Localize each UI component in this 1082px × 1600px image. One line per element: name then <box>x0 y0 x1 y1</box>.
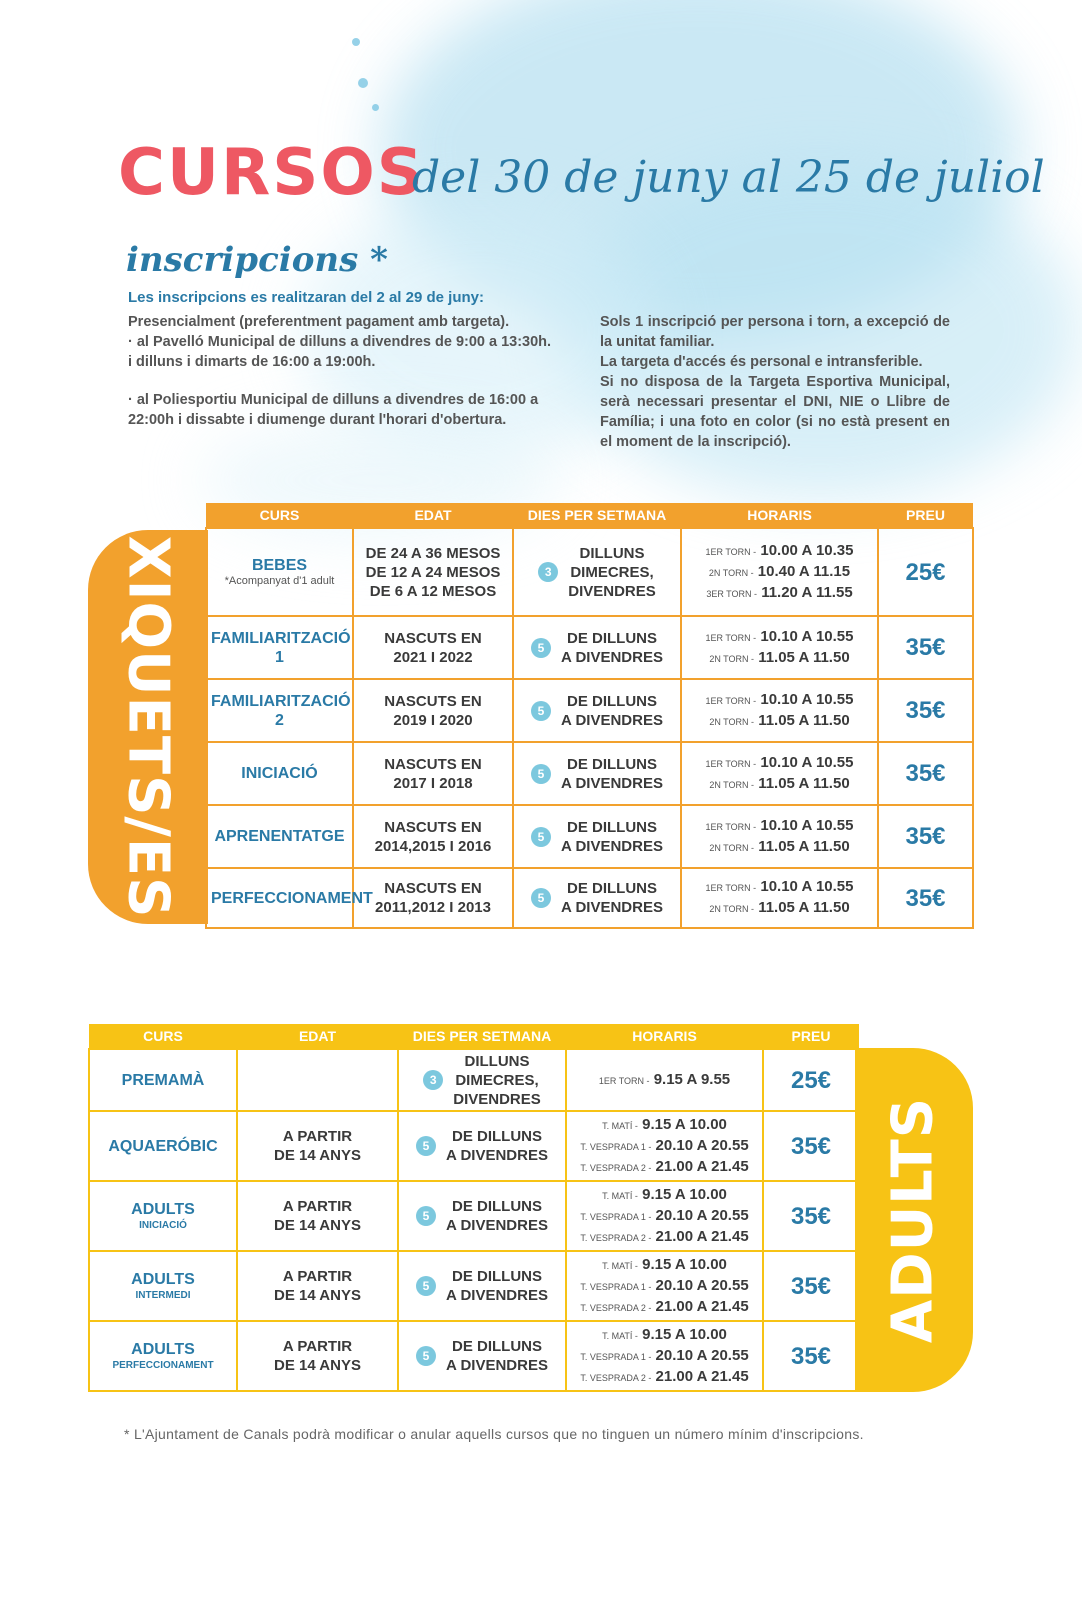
column-header: PREU <box>763 1024 859 1049</box>
days-cell <box>398 1321 566 1391</box>
shift-time: 10.10 A 10.55 <box>760 627 854 645</box>
days-count-badge: 3 <box>538 562 558 582</box>
schedule-line <box>686 877 873 898</box>
shift-time: 21.00 A 21.45 <box>655 1367 749 1385</box>
column-header: CURS <box>89 1024 237 1049</box>
schedule-cell <box>566 1321 763 1391</box>
shift-label: T. MATÍ - <box>602 1190 638 1201</box>
price-cell: 25€ <box>878 528 973 616</box>
days-group <box>403 1337 561 1375</box>
inscripcions-locations <box>128 312 558 430</box>
paint-splash <box>358 78 368 88</box>
info-line: · al Pavelló Municipal de dilluns a divendres de 9:00 a 13:30h. <box>128 334 552 350</box>
shift-label: 2N TORN - <box>709 653 755 664</box>
days-text <box>446 1267 548 1305</box>
price-cell: 35€ <box>878 868 973 928</box>
age-line: DE 14 ANYS <box>274 1287 361 1304</box>
course-name-cell <box>206 742 353 805</box>
shift-label: 1ER TORN - <box>705 632 757 643</box>
column-header: CURS <box>206 503 353 528</box>
shift-label: 2N TORN - <box>709 779 755 790</box>
shift-time: 10.10 A 10.55 <box>760 816 854 834</box>
shift-label: 1ER TORN - <box>598 1075 650 1086</box>
days-cell <box>513 616 681 679</box>
course-name-cell <box>89 1251 237 1321</box>
age-line: 2011,2012 I 2013 <box>375 899 491 916</box>
shift-label: T. VESPRADA 2 - <box>580 1302 652 1313</box>
course-name-cell <box>89 1181 237 1251</box>
shift-label: 1ER TORN - <box>705 695 757 706</box>
schedule-line <box>571 1227 758 1248</box>
course-name-cell <box>206 679 353 742</box>
shift-time: 10.10 A 10.55 <box>760 753 854 771</box>
days-line: A DIVENDRES <box>561 774 663 792</box>
schedule-cell <box>681 805 878 868</box>
days-text <box>446 1197 548 1235</box>
shift-label: T. VESPRADA 1 - <box>580 1281 652 1292</box>
age-line: 2019 I 2020 <box>393 711 473 729</box>
age-line: NASCUTS EN <box>384 818 482 836</box>
page-title: CURSOS <box>118 136 425 210</box>
days-text <box>568 544 656 601</box>
inscripcions-heading: inscripcions * <box>126 240 388 280</box>
age-line: 2017 I 2018 <box>393 774 473 792</box>
days-line: DE DILLUNS <box>452 1338 542 1355</box>
adults-tab <box>855 1048 973 1392</box>
days-line: A DIVENDRES <box>561 899 663 916</box>
days-count-badge: 5 <box>416 1346 436 1366</box>
shift-label: 2N TORN - <box>709 904 755 914</box>
table-header-row <box>206 503 973 528</box>
info-line: Presencialment (preferentment pagament amb targeta). <box>128 314 510 330</box>
table-header-row <box>89 1024 859 1049</box>
age-line: NASCUTS EN <box>384 692 482 710</box>
schedule-cell <box>566 1049 763 1111</box>
price-cell: 35€ <box>878 616 973 679</box>
age-cell <box>237 1181 398 1251</box>
schedule-line <box>686 583 873 604</box>
schedule-line <box>571 1115 758 1136</box>
inscripcions-conditions <box>600 312 950 452</box>
shift-time: 21.00 A 21.45 <box>655 1297 749 1315</box>
column-header: PREU <box>878 503 973 528</box>
table-row <box>206 805 973 868</box>
age-line: A PARTIR <box>282 1128 353 1145</box>
age-line: A PARTIR <box>282 1338 353 1355</box>
shift-time: 11.05 A 11.50 <box>758 899 850 916</box>
days-text <box>446 1337 548 1375</box>
days-count-badge: 5 <box>416 1136 436 1156</box>
course-name-cell <box>206 868 373 928</box>
course-name-cell <box>206 805 353 868</box>
schedule-line <box>686 690 873 711</box>
schedule-line <box>686 648 873 669</box>
days-cell <box>398 1111 566 1181</box>
shift-label: 1ER TORN - <box>705 758 757 769</box>
age-line: DE 14 ANYS <box>274 1357 361 1374</box>
days-line: DE DILLUNS <box>567 692 657 710</box>
days-line: DE DILLUNS <box>567 629 657 647</box>
age-cell <box>237 1049 398 1111</box>
schedule-line <box>571 1070 758 1091</box>
schedule-cell <box>566 1111 763 1181</box>
course-name: ADULTS <box>131 1201 195 1218</box>
course-subtitle: *Acompanyat d'1 adult <box>224 575 335 587</box>
age-cell <box>353 868 513 928</box>
schedule-line <box>571 1367 758 1388</box>
shift-time: 11.20 A 11.55 <box>761 583 853 601</box>
price-cell: 35€ <box>763 1251 859 1321</box>
days-count-badge: 5 <box>416 1276 436 1296</box>
course-name-cell <box>89 1111 237 1181</box>
info-line: · al Poliesportiu Municipal de dilluns a divendres de 16:00 a <box>128 392 539 408</box>
price-cell: 25€ <box>763 1049 859 1111</box>
course-name-cell <box>89 1049 237 1111</box>
adults-schedule-table <box>88 1024 860 1392</box>
schedule-line <box>686 562 873 583</box>
course-name-cell <box>206 616 353 679</box>
days-line: DIMECRES, <box>455 1071 539 1089</box>
days-text <box>561 879 663 917</box>
days-group <box>518 879 676 917</box>
table-row <box>206 679 973 742</box>
shift-label: T. VESPRADA 2 - <box>580 1372 652 1383</box>
age-line: DE 24 A 36 MESOS <box>365 544 501 562</box>
price-cell: 35€ <box>763 1321 859 1391</box>
days-group <box>403 1127 561 1165</box>
days-count-badge: 5 <box>531 764 551 784</box>
course-name-cell <box>206 528 353 616</box>
days-cell <box>513 679 681 742</box>
course-subtitle: PERFECCIONAMENT <box>112 1360 214 1371</box>
xiquets-schedule-table <box>205 503 974 929</box>
days-line: DE DILLUNS <box>567 818 657 836</box>
shift-label: 1ER TORN - <box>705 821 757 832</box>
shift-label: 1ER TORN - <box>705 883 757 893</box>
days-line: A DIVENDRES <box>561 648 663 666</box>
days-line: A DIVENDRES <box>561 711 663 729</box>
days-group <box>518 544 676 601</box>
shift-time: 10.10 A 10.55 <box>760 690 854 708</box>
schedule-line <box>686 753 873 774</box>
days-line: DE DILLUNS <box>567 755 657 773</box>
schedule-cell <box>681 742 878 805</box>
page-subtitle: del 30 de juny al 25 de juliol <box>412 152 1045 203</box>
footnote: * L'Ajuntament de Canals podrà modificar o anular aquells cursos que no tinguen un número mínim d'inscripcions. <box>124 1426 864 1442</box>
schedule-cell <box>566 1251 763 1321</box>
days-text <box>561 629 663 667</box>
age-line: DE 6 A 12 MESOS <box>369 582 497 600</box>
days-group <box>518 692 676 730</box>
days-group <box>518 629 676 667</box>
schedule-line <box>686 898 873 919</box>
schedule-cell <box>681 616 878 679</box>
age-line: DE 12 A 24 MESOS <box>365 563 501 581</box>
shift-label: 2N TORN - <box>709 716 755 727</box>
age-cell <box>353 742 513 805</box>
schedule-cell <box>566 1181 763 1251</box>
shift-time: 21.00 A 21.45 <box>655 1157 749 1175</box>
schedule-line <box>571 1255 758 1276</box>
days-cell <box>513 742 681 805</box>
shift-time: 20.10 A 20.55 <box>655 1136 749 1154</box>
course-name: AQUAERÓBIC <box>108 1137 218 1155</box>
course-name: BEBES <box>251 557 308 574</box>
age-cell <box>353 679 513 742</box>
shift-label: T. VESPRADA 2 - <box>580 1162 652 1173</box>
info-line: i dilluns i dimarts de 16:00 a 19:00h. <box>128 354 376 370</box>
age-cell <box>353 528 513 616</box>
course-name: ADULTS <box>131 1341 195 1358</box>
days-cell <box>398 1181 566 1251</box>
days-line: DILLUNS <box>464 1052 530 1070</box>
schedule-cell <box>681 679 878 742</box>
schedule-line <box>686 837 873 858</box>
age-line: A PARTIR <box>282 1198 353 1215</box>
schedule-line <box>686 627 873 648</box>
days-group <box>403 1197 561 1235</box>
table-row <box>206 528 973 616</box>
days-cell <box>398 1049 566 1111</box>
shift-label: T. MATÍ - <box>602 1330 638 1341</box>
course-name: ADULTS <box>131 1271 195 1288</box>
table-row <box>89 1321 859 1391</box>
info-line: Si no disposa de la Targeta Esportiva Municipal, serà necessari presentar el DNI, NIE o Llibre de Família; i una foto en color (si no està present en el moment de la inscripció). <box>600 374 950 450</box>
shift-time: 10.40 A 11.15 <box>757 562 851 580</box>
shift-time: 20.10 A 20.55 <box>655 1206 749 1224</box>
course-name: PERFECCIONAMENT <box>211 889 373 907</box>
days-group <box>518 755 676 793</box>
age-cell <box>237 1251 398 1321</box>
schedule-line <box>571 1297 758 1318</box>
course-subtitle: INTERMEDI <box>135 1290 191 1301</box>
age-cell <box>353 805 513 868</box>
table-row <box>89 1049 859 1111</box>
shift-label: T. MATÍ - <box>602 1260 638 1271</box>
age-line: NASCUTS EN <box>384 880 482 897</box>
info-line: Sols 1 inscripció per persona i torn, a excepció de la unitat familiar. <box>600 314 950 350</box>
price-cell: 35€ <box>763 1111 859 1181</box>
table-row <box>206 742 973 805</box>
shift-time: 9.15 A 10.00 <box>642 1255 727 1273</box>
shift-time: 21.00 A 21.45 <box>655 1227 749 1245</box>
info-line: 22:00h i dissabte i diumenge durant l'horari d'obertura. <box>128 412 507 428</box>
xiquets-tab <box>88 530 208 924</box>
days-group <box>403 1267 561 1305</box>
days-count-badge: 3 <box>423 1070 443 1090</box>
schedule-line <box>571 1276 758 1297</box>
shift-time: 10.10 A 10.55 <box>760 878 854 895</box>
course-subtitle: INICIACIÓ <box>139 1220 187 1231</box>
schedule-line <box>571 1136 758 1157</box>
shift-label: T. MATÍ - <box>602 1120 638 1131</box>
column-header: EDAT <box>353 503 513 528</box>
schedule-cell <box>681 528 878 616</box>
table-row <box>89 1111 859 1181</box>
column-header: DIES PER SETMANA <box>398 1024 566 1049</box>
schedule-line <box>686 711 873 732</box>
shift-time: 10.00 A 10.35 <box>760 541 854 559</box>
inscripcions-lead: Les inscripcions es realitzaran del 2 al 29 de juny: <box>128 289 484 306</box>
age-line: NASCUTS EN <box>384 629 482 647</box>
shift-time: 11.05 A 11.50 <box>758 711 850 729</box>
shift-time: 20.10 A 20.55 <box>655 1276 749 1294</box>
days-count-badge: 5 <box>531 888 551 908</box>
days-text <box>561 755 663 793</box>
age-line: 2021 I 2022 <box>393 648 473 666</box>
days-line: DIMECRES, <box>570 563 654 581</box>
column-header: HORARIS <box>566 1024 763 1049</box>
shift-time: 11.05 A 11.50 <box>758 648 850 666</box>
days-cell <box>513 868 681 928</box>
schedule-cell <box>681 868 878 928</box>
days-cell <box>398 1251 566 1321</box>
adults-tab-label: ADULTS <box>880 1096 946 1344</box>
price-cell: 35€ <box>878 742 973 805</box>
shift-label: T. VESPRADA 2 - <box>580 1232 652 1243</box>
age-line: 2014,2015 I 2016 <box>374 837 492 855</box>
days-line: A DIVENDRES <box>561 837 663 855</box>
shift-label: 1ER TORN - <box>705 546 757 557</box>
shift-time: 11.05 A 11.50 <box>758 837 850 855</box>
schedule-line <box>686 816 873 837</box>
course-name: PREMAMÀ <box>121 1071 205 1089</box>
age-cell <box>353 616 513 679</box>
column-header: DIES PER SETMANA <box>513 503 681 528</box>
age-line: DE 14 ANYS <box>274 1217 361 1234</box>
days-count-badge: 5 <box>531 827 551 847</box>
shift-label: T. VESPRADA 1 - <box>580 1141 652 1152</box>
days-line: DILLUNS <box>579 544 645 562</box>
age-cell <box>237 1321 398 1391</box>
schedule-line <box>571 1325 758 1346</box>
days-line: DE DILLUNS <box>567 880 657 897</box>
table-row <box>206 868 973 928</box>
days-line: A DIVENDRES <box>446 1287 548 1304</box>
days-line: DE DILLUNS <box>452 1198 542 1215</box>
days-group <box>518 818 676 856</box>
course-name: FAMILIARITZACIÓ 2 <box>211 692 351 729</box>
shift-label: T. VESPRADA 1 - <box>580 1351 652 1362</box>
days-text <box>446 1127 548 1165</box>
schedule-line <box>686 774 873 795</box>
shift-time: 20.10 A 20.55 <box>655 1346 749 1364</box>
schedule-line <box>571 1157 758 1178</box>
days-line: DE DILLUNS <box>452 1268 542 1285</box>
table-row <box>206 616 973 679</box>
shift-label: 2N TORN - <box>709 842 755 853</box>
days-line: A DIVENDRES <box>446 1217 548 1234</box>
days-text <box>561 692 663 730</box>
days-count-badge: 5 <box>416 1206 436 1226</box>
price-cell: 35€ <box>878 805 973 868</box>
schedule-line <box>571 1346 758 1367</box>
shift-label: 3ER TORN - <box>706 588 758 599</box>
shift-time: 9.15 A 10.00 <box>642 1115 727 1133</box>
days-group <box>403 1052 561 1109</box>
table-row <box>89 1251 859 1321</box>
age-cell <box>237 1111 398 1181</box>
shift-time: 9.15 A 9.55 <box>653 1070 731 1088</box>
days-line: A DIVENDRES <box>446 1147 548 1164</box>
schedule-line <box>686 541 873 562</box>
schedule-line <box>571 1206 758 1227</box>
age-line: A PARTIR <box>282 1268 353 1285</box>
paint-splash <box>352 38 360 46</box>
shift-label: 2N TORN - <box>708 567 754 578</box>
days-line: DIVENDRES <box>453 1090 541 1108</box>
course-name: FAMILIARITZACIÓ 1 <box>211 629 351 666</box>
shift-time: 11.05 A 11.50 <box>758 774 850 792</box>
schedule-line <box>571 1185 758 1206</box>
days-line: A DIVENDRES <box>446 1357 548 1374</box>
days-text <box>453 1052 541 1109</box>
course-name: APRENENTATGE <box>214 828 345 845</box>
table-row <box>89 1181 859 1251</box>
days-line: DIVENDRES <box>568 582 656 600</box>
age-line: NASCUTS EN <box>384 755 482 773</box>
days-cell <box>513 528 681 616</box>
info-line: La targeta d'accés és personal e intransferible. <box>600 354 923 370</box>
price-cell: 35€ <box>763 1181 859 1251</box>
days-line: DE DILLUNS <box>452 1128 542 1145</box>
column-header: HORARIS <box>681 503 878 528</box>
age-line: DE 14 ANYS <box>274 1147 361 1164</box>
course-name: INICIACIÓ <box>241 765 318 782</box>
shift-time: 9.15 A 10.00 <box>642 1185 727 1203</box>
days-count-badge: 5 <box>531 701 551 721</box>
price-cell: 35€ <box>878 679 973 742</box>
shift-time: 9.15 A 10.00 <box>642 1325 727 1343</box>
course-name-cell <box>89 1321 237 1391</box>
xiquets-tab-label: XIQUETS/ES <box>115 535 181 919</box>
column-header: EDAT <box>237 1024 398 1049</box>
paint-splash <box>372 104 379 111</box>
days-count-badge: 5 <box>531 638 551 658</box>
shift-label: T. VESPRADA 1 - <box>580 1211 652 1222</box>
days-cell <box>513 805 681 868</box>
days-text <box>561 818 663 856</box>
